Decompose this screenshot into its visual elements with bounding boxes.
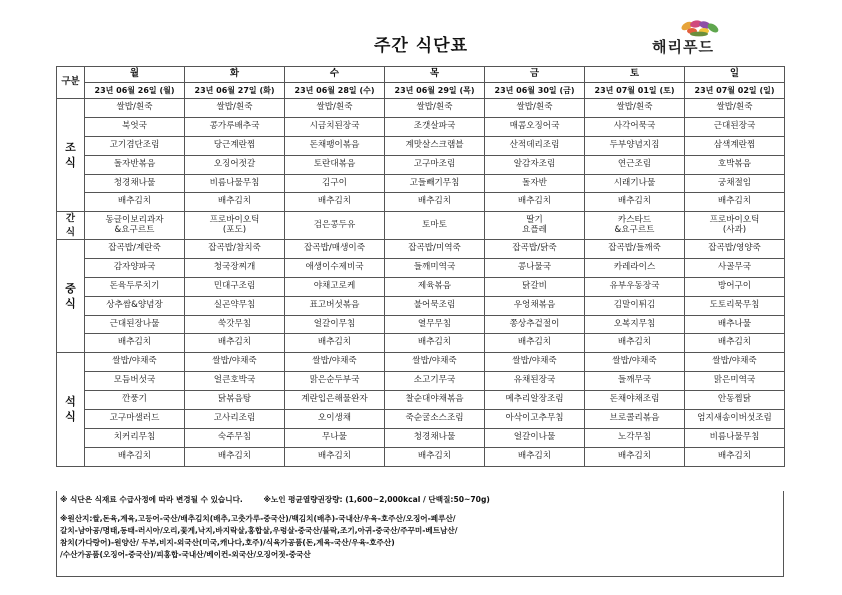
menu-cell: 오징어젓갈 <box>185 155 285 174</box>
table-row <box>57 155 785 174</box>
menu-cell: 연근조림 <box>585 155 685 174</box>
menu-cell: 배추김치 <box>85 334 185 353</box>
menu-cell: 비름나물무침 <box>685 428 785 447</box>
menu-cell: 쌀밥/야채죽 <box>385 353 485 372</box>
menu-cell: 콩나물국 <box>485 258 585 277</box>
menu-cell: 맑은순두부국 <box>285 372 385 391</box>
menu-cell: 돈육두루치기 <box>85 277 185 296</box>
menu-cell: 표고버섯볶음 <box>285 296 385 315</box>
menu-cell: 잡곡밥/매생이죽 <box>285 239 385 258</box>
menu-cell: 호박볶음 <box>685 155 785 174</box>
logo-wordmark: 해리푸드 <box>652 38 714 56</box>
menu-cell: 사골무국 <box>685 258 785 277</box>
menu-cell: 잡곡밥/들깨죽 <box>585 239 685 258</box>
meal-label: 간 식 <box>57 212 85 240</box>
menu-cell: 배추김치 <box>285 193 385 212</box>
menu-cell: 배추김치 <box>385 193 485 212</box>
table-row <box>57 296 785 315</box>
menu-cell: 배추김치 <box>685 334 785 353</box>
menu-cell: 배추김치 <box>685 193 785 212</box>
table-row <box>57 193 785 212</box>
menu-cell: 유채된장국 <box>485 372 585 391</box>
menu-cell: 맑은미역국 <box>685 372 785 391</box>
day-header-2: 수 <box>285 67 385 83</box>
menu-cell: 쫑상추겉절이 <box>485 315 585 334</box>
nutrition-notice: ※노인 평균열량권장량: (1,600~2,000kcal / 단백질:50~70g) <box>263 495 490 504</box>
menu-cell: 소고기무국 <box>385 372 485 391</box>
menu-cell: 애생이수제비국 <box>285 258 385 277</box>
menu-cell: 돌자반 <box>485 174 585 193</box>
table-row <box>57 315 785 334</box>
table-row <box>57 239 785 258</box>
menu-cell: 잡곡밥/미역죽 <box>385 239 485 258</box>
menu-cell: 돈채야채조림 <box>585 391 685 410</box>
menu-cell: 근대된장나물 <box>85 315 185 334</box>
menu-cell: 들깨무국 <box>585 372 685 391</box>
menu-cell: 북엇국 <box>85 117 185 136</box>
menu-cell: 배추김치 <box>585 334 685 353</box>
weekly-menu-table <box>56 66 785 467</box>
menu-cell: 깐풍기 <box>85 391 185 410</box>
meal-label: 석 식 <box>57 353 85 466</box>
menu-cell: 잡곡밥/닭죽 <box>485 239 585 258</box>
date-header-4: 23년 06월 30일 (금) <box>485 83 585 99</box>
menu-cell: 쌀밥/야채죽 <box>685 353 785 372</box>
meal-label: 중 식 <box>57 239 85 352</box>
menu-cell: 고구마조림 <box>385 155 485 174</box>
origin-line: 갈치-남아공/명태,동태-러시아/오리,꽃게,낙지,바지락살,홍합살,우렁살-중국산/불락,조기,아귀-중국산/주꾸미-베트남산/ <box>60 526 458 535</box>
menu-cell: 고기겸단조림 <box>85 136 185 155</box>
menu-cell: 배추김치 <box>385 334 485 353</box>
menu-cell: 아삭이고추무침 <box>485 409 585 428</box>
menu-cell: 배추김치 <box>485 447 585 466</box>
menu-cell: 쑥갓무침 <box>185 315 285 334</box>
menu-cell: 검은콩두유 <box>285 212 385 240</box>
table-row <box>57 174 785 193</box>
menu-cell: 돈채팽이볶음 <box>285 136 385 155</box>
table-row <box>57 353 785 372</box>
day-header-1: 화 <box>185 67 285 83</box>
table-row <box>57 117 785 136</box>
table-row <box>57 334 785 353</box>
menu-cell: 쌀밥/흰죽 <box>85 99 185 118</box>
table-row <box>57 212 785 240</box>
page-title: 주간 식단표 <box>373 36 469 56</box>
menu-cell: 산적데리조림 <box>485 136 585 155</box>
table-row <box>57 428 785 447</box>
menu-cell: 계맛살스크램블 <box>385 136 485 155</box>
menu-cell: 배추김치 <box>185 447 285 466</box>
menu-cell: 방어구이 <box>685 277 785 296</box>
menu-cell: 민대구조림 <box>185 277 285 296</box>
menu-cell: 배추김치 <box>685 447 785 466</box>
menu-cell: 얼큰호박국 <box>185 372 285 391</box>
menu-cell: 얼갈이나물 <box>485 428 585 447</box>
menu-cell: 청경채나물 <box>85 174 185 193</box>
menu-cell: 카레라이스 <box>585 258 685 277</box>
menu-cell: 청국장찌개 <box>185 258 285 277</box>
menu-cell: 쌀밥/야채죽 <box>85 353 185 372</box>
menu-cell: 열무무침 <box>385 315 485 334</box>
menu-cell: 상추쌈&양념장 <box>85 296 185 315</box>
menu-cell: 딸기 요플레 <box>485 212 585 240</box>
menu-cell: 배추나물 <box>685 315 785 334</box>
menu-cell: 실곤약무침 <box>185 296 285 315</box>
menu-cell: 오이생채 <box>285 409 385 428</box>
menu-cell: 불어묵조림 <box>385 296 485 315</box>
menu-cell: 노각무침 <box>585 428 685 447</box>
menu-cell: 쌀밥/야채죽 <box>285 353 385 372</box>
menu-cell: 토마토 <box>385 212 485 240</box>
menu-cell: 알감자조림 <box>485 155 585 174</box>
day-header-5: 토 <box>585 67 685 83</box>
table-row <box>57 409 785 428</box>
table-row <box>57 372 785 391</box>
menu-cell: 숙주무침 <box>185 428 285 447</box>
menu-cell: 조갯살파국 <box>385 117 485 136</box>
menu-cell: 프로바이오틱 (사과) <box>685 212 785 240</box>
menu-cell: 콩가루배추국 <box>185 117 285 136</box>
menu-cell: 죽순굴소스조림 <box>385 409 485 428</box>
table-row <box>57 447 785 466</box>
menu-cell: 배추김치 <box>585 447 685 466</box>
menu-cell: 안동찜닭 <box>685 391 785 410</box>
menu-cell: 쌀밥/흰죽 <box>485 99 585 118</box>
menu-cell: 우엉채볶음 <box>485 296 585 315</box>
menu-cell: 잡곡밥/영양죽 <box>685 239 785 258</box>
menu-cell: 무나물 <box>285 428 385 447</box>
menu-cell: 사각어묵국 <box>585 117 685 136</box>
menu-cell: 시래기나물 <box>585 174 685 193</box>
menu-cell: 당근계란찜 <box>185 136 285 155</box>
menu-cell: 모듬버섯국 <box>85 372 185 391</box>
menu-cell: 쌀밥/흰죽 <box>285 99 385 118</box>
menu-cell: 근대된장국 <box>685 117 785 136</box>
menu-cell: 궁채절임 <box>685 174 785 193</box>
menu-cell: 배추김치 <box>385 447 485 466</box>
date-header-3: 23년 06월 29일 (목) <box>385 83 485 99</box>
menu-cell: 쌀밥/흰죽 <box>385 99 485 118</box>
menu-cell: 쌀밥/흰죽 <box>585 99 685 118</box>
menu-cell: 계란입은해물완자 <box>285 391 385 410</box>
origin-line: ※원산지:쌀,돈육,계육,고등어-국산/배추김치(배추,고춧가루-중국산)/백김치(배추)-국내산/우육-호주산/오징어-페루산/ <box>60 514 456 523</box>
origin-info <box>60 513 780 561</box>
gubun-header: 구분 <box>57 67 85 99</box>
day-header-3: 목 <box>385 67 485 83</box>
menu-cell: 시금치된장국 <box>285 117 385 136</box>
table-row <box>57 136 785 155</box>
day-header-4: 금 <box>485 67 585 83</box>
menu-cell: 제육볶음 <box>385 277 485 296</box>
table-row <box>57 277 785 296</box>
menu-cell: 야채고로케 <box>285 277 385 296</box>
menu-cell: 닭갈비 <box>485 277 585 296</box>
menu-cell: 동글이보리과자 &요구르트 <box>85 212 185 240</box>
date-header-5: 23년 07월 01일 (토) <box>585 83 685 99</box>
menu-cell: 들깨미역국 <box>385 258 485 277</box>
menu-cell: 청경채나물 <box>385 428 485 447</box>
menu-cell: 비름나물무침 <box>185 174 285 193</box>
origin-line: /수산가공품(오징어-중국산)/피홍합-국내산/베이컨-외국산/오징어젓-중국산 <box>60 550 311 559</box>
menu-cell: 엄지새송이버섯조림 <box>685 409 785 428</box>
menu-cell: 배추김치 <box>585 193 685 212</box>
date-header-0: 23년 06월 26일 (월) <box>85 83 185 99</box>
menu-cell: 찰순대야채볶음 <box>385 391 485 410</box>
menu-cell: 배추김치 <box>485 334 585 353</box>
menu-cell: 쌀밥/야채죽 <box>485 353 585 372</box>
menu-cell: 배추김치 <box>85 447 185 466</box>
menu-cell: 잡곡밥/계란죽 <box>85 239 185 258</box>
menu-cell: 고사리조림 <box>185 409 285 428</box>
menu-cell: 얼갈이무침 <box>285 315 385 334</box>
menu-cell: 치커리무침 <box>85 428 185 447</box>
notes-section <box>56 491 784 577</box>
date-header-6: 23년 07월 02일 (일) <box>685 83 785 99</box>
table-row <box>57 258 785 277</box>
menu-cell: 김말이튀김 <box>585 296 685 315</box>
day-header-6: 일 <box>685 67 785 83</box>
menu-cell: 배추김치 <box>85 193 185 212</box>
menu-cell: 유부우동장국 <box>585 277 685 296</box>
menu-cell: 돌자반볶음 <box>85 155 185 174</box>
date-header-2: 23년 06월 28일 (수) <box>285 83 385 99</box>
menu-cell: 카스타드 &요구르트 <box>585 212 685 240</box>
menu-cell: 두부양념지짐 <box>585 136 685 155</box>
origin-line: 참치(가다랑어)-원양산/ 두부,비지-외국산(미국,캐나다,호주)/식육가공품(돈,계육-국산/우육-호주산) <box>60 538 395 547</box>
menu-cell: 쌀밥/야채죽 <box>585 353 685 372</box>
date-header-1: 23년 06월 27일 (화) <box>185 83 285 99</box>
menu-cell: 쌀밥/흰죽 <box>185 99 285 118</box>
flower-icon <box>680 20 720 37</box>
menu-cell: 배추김치 <box>285 334 385 353</box>
change-notice: ※ 식단은 식재료 수급사정에 따라 변경될 수 있습니다. <box>60 495 243 504</box>
meal-label: 조 식 <box>57 99 85 212</box>
menu-cell: 메추리알장조림 <box>485 391 585 410</box>
menu-cell: 닭볶음탕 <box>185 391 285 410</box>
menu-cell: 삼색계란찜 <box>685 136 785 155</box>
menu-cell: 감자양파국 <box>85 258 185 277</box>
menu-cell: 오복지무침 <box>585 315 685 334</box>
menu-cell: 김구이 <box>285 174 385 193</box>
menu-cell: 배추김치 <box>285 447 385 466</box>
menu-cell: 배추김치 <box>485 193 585 212</box>
menu-cell: 고구마샐러드 <box>85 409 185 428</box>
menu-cell: 쌀밥/흰죽 <box>685 99 785 118</box>
menu-cell: 프로바이오틱 (포도) <box>185 212 285 240</box>
menu-cell: 잡곡밥/참치죽 <box>185 239 285 258</box>
day-header-0: 월 <box>85 67 185 83</box>
menu-cell: 도토리묵무침 <box>685 296 785 315</box>
menu-cell: 고들빼기무침 <box>385 174 485 193</box>
menu-cell: 토란대볶음 <box>285 155 385 174</box>
menu-cell: 배추김치 <box>185 334 285 353</box>
menu-cell: 쌀밥/야채죽 <box>185 353 285 372</box>
menu-cell: 매콤오징어국 <box>485 117 585 136</box>
table-row <box>57 391 785 410</box>
table-row <box>57 99 785 118</box>
menu-cell: 브로콜리볶음 <box>585 409 685 428</box>
menu-cell: 배추김치 <box>185 193 285 212</box>
